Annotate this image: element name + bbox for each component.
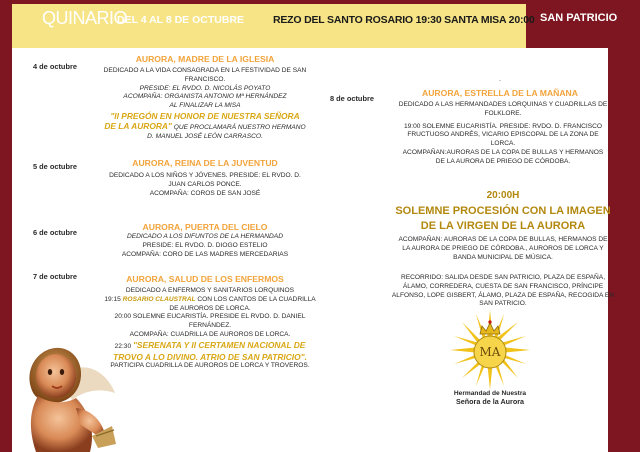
procession-route: RECORRIDO: SALIDA DESDE SAN PATRICIO, PLAZA DE ESPAÑA, ÁLAMO, CORREDERA, CUESTA DE SAN FRANCISCO, PRÍNCIPE ALFONSO, LOPE GISBERT, ÁLAMO, PLAZA DE ESPAÑA, RECOGIDA EN SAN PATRICIO. bbox=[391, 274, 615, 308]
day-title-oct-8: AURORA, ESTRELLA DE LA MAÑANA bbox=[422, 88, 578, 98]
date-oct-4: 4 de octubre bbox=[33, 62, 77, 71]
date-oct-6: 6 de octubre bbox=[33, 228, 77, 237]
procession-title-line1: SOLEMNE PROCESIÓN CON LA IMAGEN bbox=[395, 205, 611, 217]
date-oct-8: 8 de octubre bbox=[330, 94, 374, 103]
svg-text:MA: MA bbox=[479, 345, 501, 359]
day-body-oct-8: DEDICADO A LAS HERMANDADES LORQUINAS Y CUADRILLAS DE FOLKLORE. 19:00 SOLEMNE EUCARISTÍA. PRESIDE: RVDO. D. FRANCISCO FRUCTUOSO ANDRÉS, VICARIO EPISCOPAL DE LA ZONA DE LORCA. ACOMPAÑAN:AURORAS DE LA COPA DE BULLAS Y HERMANOS DE LA AURORA DE PRIEGO DE CÓRDOBA. bbox=[398, 101, 608, 165]
day-body-oct-6: DEDICADO A LOS DIFUNTOS DE LA HERMANDAD PRESIDE: EL RVDO. D. DIOGO ESTELIO ACOMPAÑA: CORO DE LAS MADRES MERCEDARIAS bbox=[121, 233, 289, 258]
procession-accompaniment: ACOMPAÑAN: AURORAS DE LA COPA DE BULLAS, HERMANOS DE LA AURORA DE PRIEGO DE CÓRDOBA., AUROROS DE LORCA Y BANDA MUNICIPAL DE MÚSICA. bbox=[398, 236, 608, 261]
procession-time: 20:00H bbox=[486, 190, 520, 201]
day-title-oct-4: AURORA, MADRE DE LA IGLESIA bbox=[135, 54, 275, 64]
rosario-schedule: REZO DEL SANTO ROSARIO 19:30 SANTA MISA 20:00 bbox=[273, 14, 535, 26]
day-body-oct-7: DEDICADO A ENFERMOS Y SANITARIOS LORQUINOS 19:15 ROSARIO CLAUSTRAL CON LOS CANTOS DE LA CUADRILLA DE AUROROS DE LORCA. 20:00 SOLEMNE EUCARISTÍA. PRESIDE EL RVDO. D. DANIEL FERNÁNDEZ. ACOMPAÑA: CUADRILLA DE AUROROS DE LORCA. 22:30 "SERENATA Y II CERTAMEN NACIONAL DE TROVO A LO DIVINO. ATRIO DE SAN PATRICIO". PARTICIPA CUADRILLA DE AUROROS DE LORCA Y TROVEROS. bbox=[104, 287, 316, 369]
date-oct-7: 7 de octubre bbox=[33, 272, 77, 281]
date-oct-5: 5 de octubre bbox=[33, 162, 77, 171]
quinario-title: QUINARIO bbox=[42, 8, 128, 28]
day-body-oct-5: DEDICADO A LOS NIÑOS Y JÓVENES. PRESIDE: EL RVDO. D. JUAN CARLOS PONCE. ACOMPAÑA: COROS DE SAN JOSÉ bbox=[109, 172, 301, 197]
stray-dot: . bbox=[499, 76, 501, 83]
quinario-dates: DEL 4 AL 8 DE OCTUBRE bbox=[117, 14, 244, 26]
day-title-oct-7: AURORA, SALUD DE LOS ENFERMOS bbox=[126, 274, 284, 284]
procession-title-line2: DE LA VIRGEN DE LA AURORA bbox=[420, 220, 586, 232]
day-body-oct-4: DEDICADO A LA VIDA CONSAGRADA EN LA FESTIVIDAD DE SAN FRANCISCO. PRESIDE: EL RVDO. D. NICOLÁS POYATO ACOMPAÑA: ORGANISTA ANTONIO Mª HERNÁNDEZ AL FINALIZAR LA MISA "II PREGÓN EN HONOR DE NUESTRA SEÑORA DE LA AURORA" QUE PROCLAMARÁ NUESTRO HERMANO D. MANUEL JOSÉ LEÓN CARRASCO. bbox=[103, 67, 307, 140]
sun-crown-emblem bbox=[450, 310, 530, 390]
cherub-angel-image bbox=[0, 318, 120, 452]
organization-name: Hermandad de Nuestra Señora de la Aurora bbox=[453, 390, 527, 406]
parish-name: SAN PATRICIO bbox=[540, 12, 618, 24]
day-title-oct-5: AURORA, REINA DE LA JUVENTUD bbox=[132, 158, 278, 168]
day-title-oct-6: AURORA, PUERTA DEL CIELO bbox=[142, 222, 268, 232]
